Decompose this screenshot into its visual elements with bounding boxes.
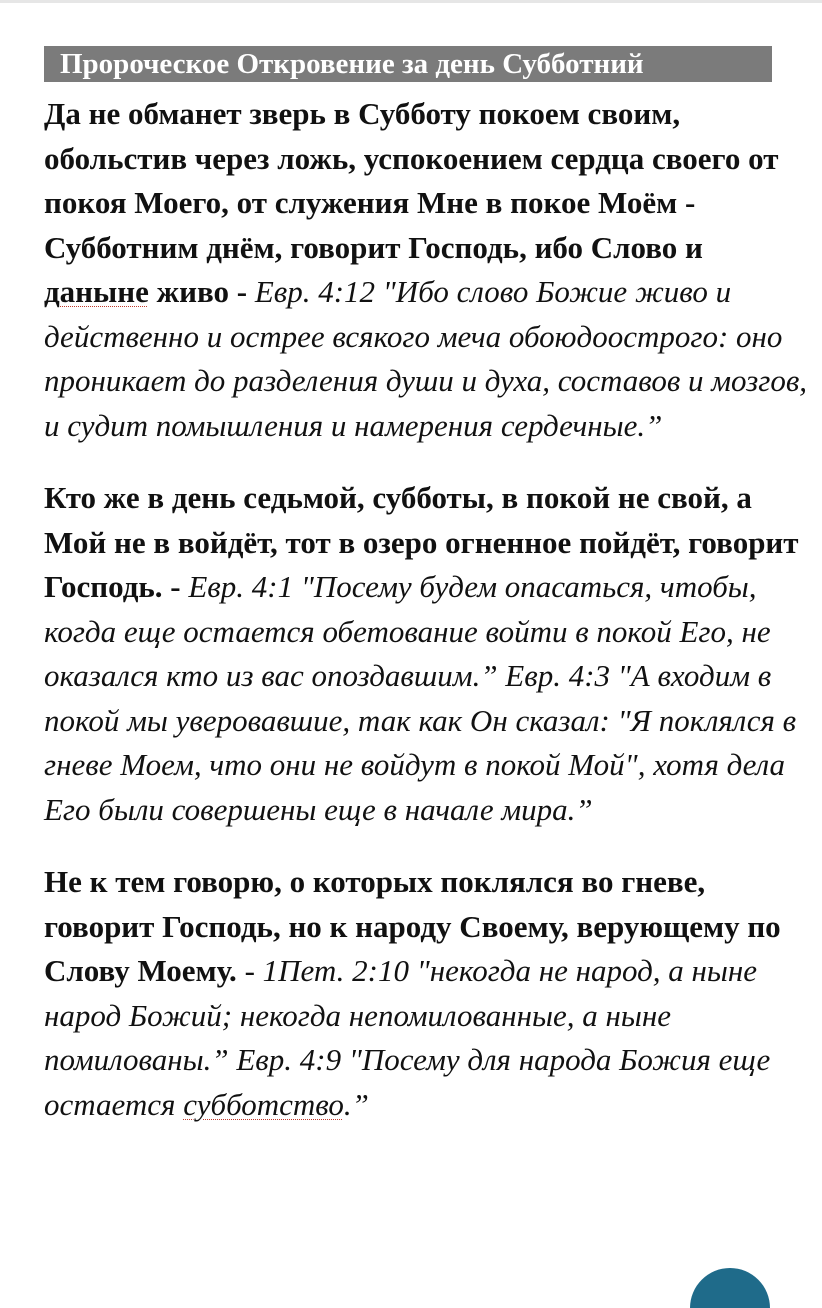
paragraph-1-scripture: Евр. 4:12 "Ибо слово Божие живо и действенно и острее всякого меча обоюдоострого: оно проникает до разделения души и духа, составов и мозгов, и судит помышления и намерения сердечные.” bbox=[44, 274, 808, 443]
paragraph-1 bbox=[44, 92, 812, 448]
paragraph-3-scripture-end: .” bbox=[343, 1086, 369, 1122]
paragraph-1-bold-text: Да не обманет зверь в Субботу покоем своим, обольстив через ложь, успокоением сердца своего от покоя Моего, от служения Мне в покое Моём - Субботним днём, говорит Господь, ибо Слово и bbox=[44, 96, 779, 265]
document-title: Пророческое Откровение за день Субботний bbox=[44, 46, 772, 82]
paragraph-2-bold-text: Кто же в день седьмой, субботы, в покой не свой, а Мой не в войдёт, тот в озеро огненное пойдёт, говорит Господь. - bbox=[44, 480, 799, 604]
top-divider bbox=[0, 0, 822, 3]
paragraph-1-bold-end: живо - bbox=[148, 274, 255, 309]
paragraph-3-scripture: - 1Пет. 2:10 "некогда не народ, а ныне народ Божий; некогда непомилованные, а ныне помилованы.” Евр. 4:9 "Посему для народа Божия еще остается bbox=[44, 953, 771, 1122]
paragraph-3 bbox=[44, 860, 812, 1127]
paragraph-2 bbox=[44, 476, 812, 832]
misspelled-word[interactable]: субботство bbox=[183, 1086, 344, 1122]
paragraph-3-bold-text: Не к тем говорю, о которых поклялся во гневе, говорит Господь, но к народу Своему, верующему по Слову Моему. bbox=[44, 864, 781, 988]
floating-action-button[interactable] bbox=[690, 1268, 770, 1308]
paragraph-2-scripture: Евр. 4:1 "Посему будем опасаться, чтобы, когда еще остается обетование войти в покой Его, не оказался кто из вас опоздавшим.” Евр. 4:3 "А входим в покой мы уверовавшие, так как Он сказал: "Я поклялся в гневе Моем, что они не войдут в покой Мой", хотя дела Его были совершены еще в начале мира.” bbox=[44, 569, 797, 827]
misspelled-word[interactable]: даныне bbox=[44, 274, 149, 309]
document-page bbox=[44, 46, 812, 1127]
